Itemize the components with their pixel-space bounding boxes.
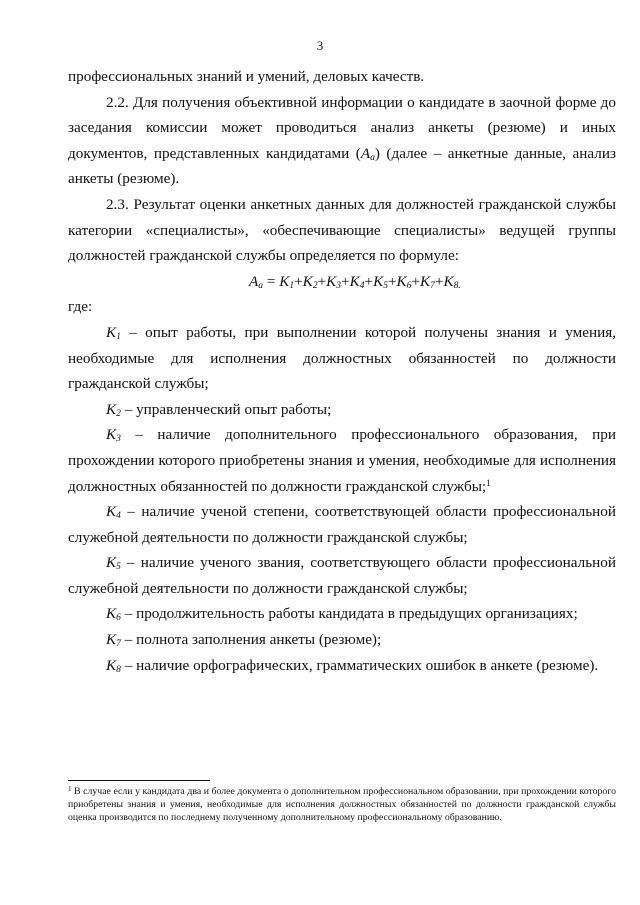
footnote-reference: 1 (486, 477, 491, 488)
formula-operator: + (341, 272, 350, 290)
definition-k5 (68, 550, 616, 601)
definition-k3 (68, 422, 616, 499)
definition-k8 (68, 653, 616, 679)
formula-term: K (326, 272, 337, 290)
definition-symbol: $K_4$ (106, 503, 121, 522)
formula-operator: + (364, 272, 374, 290)
definition-text: – продолжительность работы кандидата в предыдущих организациях; (120, 605, 578, 623)
definition-text: – наличие ученого звания, соответствующего области профессиональной служебной деятельности по должности гражданской службы; (68, 554, 616, 597)
formula-term-sub: 2 (312, 280, 318, 291)
definition-k4 (68, 499, 616, 550)
formula-terms (279, 273, 461, 290)
formula-term: K (396, 272, 407, 290)
formula-term-sub: 6 (406, 280, 412, 291)
footnote-text: В случае если у кандидата два и более документа о дополнительном профессиональном образовании, при прохождении которого приобретены знания и умения, необходимые для исполнения должностных обязанностей по должности гражданской службы оценка производится по последнему полученному дополнительному профессиональному образованию. (68, 786, 616, 823)
formula (68, 269, 616, 295)
definition-text: – полнота заполнения анкеты (резюме); (120, 631, 382, 649)
formula-operator: + (294, 272, 303, 290)
definition-symbol: $K_3$ (106, 426, 121, 445)
formula-term-sub: 3 (336, 280, 342, 291)
page-number: 3 (316, 38, 324, 53)
definition-text: – наличие орфографических, грамматических ошибок в анкете (резюме). (120, 656, 599, 674)
symbol-a: $A_a$ (360, 144, 375, 163)
paragraph-2-2-end: ) (далее – анкетные данные, анализ анкеты (резюме). (68, 144, 616, 188)
formula-term-sub: 8. (453, 280, 461, 291)
definition-k2 (68, 397, 616, 423)
definition-text: – наличие ученой степени, соответствующей области профессиональной служебной деятельности по должности гражданской службы; (68, 503, 616, 546)
footnote-mark: 1 (68, 785, 72, 793)
definition-k6 (68, 601, 616, 627)
definition-symbol: $K_7$ (106, 631, 121, 650)
formula-term-sub: 4 (359, 280, 365, 291)
formula-term: K (373, 272, 384, 290)
definition-symbol: $K_1$ (106, 323, 121, 342)
definition-text: – наличие дополнительного профессионального образования, при прохождении которого приобретены знания и умения, необходимые для исполнения должностных обязанностей по должности гражданской службы; (68, 426, 616, 495)
where-label: где: (68, 298, 93, 316)
definition-k1 (68, 320, 616, 397)
formula-operator: + (387, 272, 397, 290)
document-body (68, 64, 616, 678)
formula-eq: = (263, 272, 280, 290)
formula-term: K (443, 272, 454, 290)
definition-text: – управленческий опыт работы; (120, 400, 332, 418)
definition-symbol: $K_6$ (106, 605, 121, 624)
definition-k7 (68, 627, 616, 653)
formula-operator: + (411, 272, 421, 290)
formula-lhs-sub: a (258, 280, 264, 291)
paragraph-2-2-text: 2.2. Для получения объективной информации о кандидате в заочной форме до заседания комиссии может проводиться анализ анкеты (резюме) и иных документов, представленных кандидатами ( (68, 93, 616, 162)
formula-operator: + (434, 272, 444, 290)
formula-term: K (302, 272, 313, 290)
definitions-list (68, 320, 616, 678)
paragraph-continuation: профессиональных знаний и умений, деловых качеств. (68, 68, 425, 85)
paragraph-2-2 (68, 90, 616, 192)
formula-term: K (279, 272, 290, 290)
formula-term-sub: 1 (289, 280, 295, 291)
footnote-divider (68, 780, 210, 781)
definition-symbol: $K_8$ (106, 656, 121, 675)
definition-symbol: $K_5$ (106, 554, 121, 573)
formula-operator: + (317, 272, 327, 290)
definition-text: – опыт работы, при выполнении которой получены знания и умения, необходимые для исполнения должностных обязанностей по должности гражданской службы; (68, 323, 616, 393)
footnote (68, 785, 616, 824)
formula-lhs: A (249, 272, 259, 290)
formula-term: K (349, 272, 360, 290)
definition-symbol: $K_2$ (106, 400, 121, 419)
formula-term-sub: 7 (430, 280, 435, 291)
formula-term-sub: 5 (383, 280, 388, 291)
formula-term: K (420, 272, 431, 290)
paragraph-2-3: 2.3. Результат оценки анкетных данных для должностей гражданской службы категории «специалисты», «обеспечивающие специалисты» ведущей группы должностей гражданской службы определяется по формуле: (68, 195, 616, 265)
